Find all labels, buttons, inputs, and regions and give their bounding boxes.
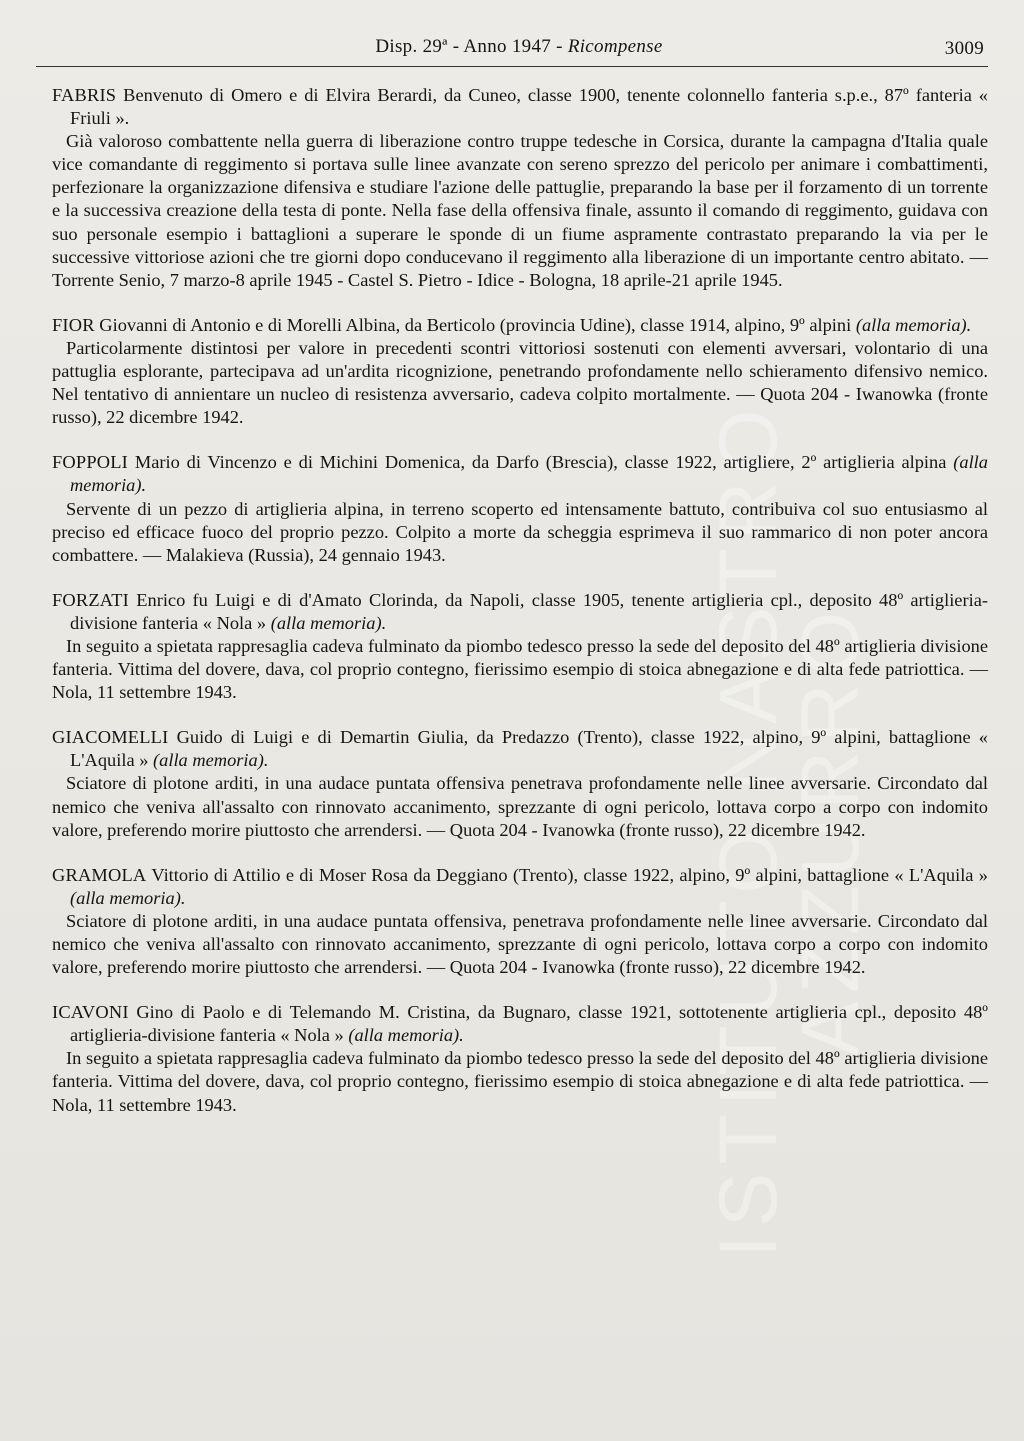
entry-heading [52,451,988,497]
entry-heading-text: Vittorio di Attilio e di Moser Rosa da Deggiano (Trento), classe 1922, alpino, 9º alpini, battaglione « L'Aquila » [146,864,988,885]
entry-surname: ICAVONI [52,1002,129,1023]
entry-motivation: In seguito a spietata rappresaglia cadeva fulminato da piombo tedesco presso la sede del deposito del 48º artiglieria divisione fanteria. Vittima del dovere, dava, col proprio contegno, fierissimo esempio di stoica abnegazione e di alta fede patriottica. — Nola, 11 settembre 1943. [52,635,988,703]
entry-fior [52,314,988,429]
entry-heading-note: (alla memoria). [270,612,387,633]
entry-heading [52,314,988,337]
watermark: ISTITUTO NASTRO AZZURRO [703,401,876,1259]
running-title [50,36,988,58]
running-title-section: Ricompense [567,36,663,57]
entry-heading [52,726,988,772]
entry-heading [52,589,988,635]
entry-motivation: Sciatore di plotone arditi, in una audace puntata offensiva, penetrava profondamente nelle linee avversarie. Circondato dal nemico che veniva all'assalto con rinnovato accanimento, sprezzante di ogni pericolo, lottava corpo a corpo con indomito valore, preferendo morire piuttosto che arrendersi. — Quota 204 - Ivanowka (fronte russo), 22 dicembre 1942. [52,910,988,978]
entry-heading-text: Giovanni di Antonio e di Morelli Albina, da Berticolo (provincia Udine), classe 1914, alpino, 9º alpini [94,314,852,335]
running-title-text: Disp. 29ª - Anno 1947 - [375,36,563,57]
entry-motivation: Servente di un pezzo di artiglieria alpina, in terreno scoperto ed intensamente battuto, contribuiva col suo entusiasmo al preciso ed efficace fuoco del proprio pezzo. Colpito a morte da scheggia esprimeva il suo rammarico di non poter ancora combattere. — Malakieva (Russia), 24 gennaio 1943. [52,498,988,565]
entries-list [52,84,988,1139]
entry-giacomelli [52,726,988,841]
entry-heading [52,1001,988,1047]
entry-gramola [52,864,988,979]
entry-heading-note: (alla memoria). [348,1025,464,1046]
entry-surname: FOPPOLI [52,452,129,473]
entry-motivation: Particolarmente distintosi per valore in precedenti scontri vittoriosi sostenuti con elementi avversari, volontario di una pattuglia esplorante, partecipava ad un'ardita ricognizione, penetrando profondamente nello schieramento difensivo nemico. Nel tentativo di annientare un nucleo di resistenza avversario, cadeva colpito mortalmente. — Quota 204 - Iwanowka (fronte russo), 22 dicembre 1942. [52,337,988,428]
entry-fabris [52,84,988,292]
entry-heading-note: (alla memoria). [70,887,186,908]
entry-heading-text: Benvenuto di Omero e di Elvira Berardi, da Cuneo, classe 1900, tenente colonnello fanteria s.p.e., 87º fanteria « Friuli ». [70,85,988,129]
entry-foppoli [52,451,988,566]
entry-forzati [52,589,988,704]
entry-surname: FABRIS [52,85,117,105]
entry-heading-note: (alla memoria). [70,452,988,496]
entry-heading [52,864,988,910]
entry-heading-note: (alla memoria). [855,314,972,335]
entry-heading [52,84,988,130]
page-header [50,34,988,68]
entry-surname: GIACOMELLI [52,727,169,748]
entry-surname: FIOR [52,314,95,335]
entry-motivation: In seguito a spietata rappresaglia cadeva fulminato da piombo tedesco presso la sede del deposito del 48º artiglieria divisione fanteria. Vittima del dovere, dava, col proprio contegno, fierissimo esempio di stoica abnegazione e di alta fede patriottica. — Nola, 11 settembre 1943. [52,1048,988,1115]
entry-motivation: Già valoroso combattente nella guerra di liberazione contro truppe tedesche in Corsica, durante la campagna d'Italia quale vice comandante di reggimento si portava sulle linee avanzate con sereno sprezzo del pericolo per animare i combattimenti, perfezionare la organizzazione difensiva e studiare l'azione delle pattuglie, preparando la base per il forzamento di un torrente e la successiva creazione della testa di ponte. Nella fase della offensiva finale, assunto il comando di reggimento, guidava con suo personale esempio i battaglioni a superare le sponde di un fiume aspramente contrastato preparando la via per le successive vittoriose azioni che tre giorni dopo conducevano il reggimento alla liberazione di un importante centro abitato. — Torrente Senio, 7 marzo-8 aprile 1945 - Castel S. Pietro - Idice - Bologna, 18 aprile-21 aprile 1945. [52,131,988,290]
header-rule [36,66,988,67]
entry-heading-note: (alla memoria). [153,750,269,771]
entry-heading-text: Guido di Luigi e di Demartin Giulia, da Predazzo (Trento), classe 1922, alpino, 9º alpini, battaglione « L'Aquila » [70,727,988,771]
entry-surname: FORZATI [52,589,130,610]
page-number: 3009 [944,38,984,59]
entry-heading-text: Mario di Vincenzo e di Michini Domenica, da Darfo (Brescia), classe 1922, artigliere, 2º artiglieria alpina [128,452,947,473]
entry-heading-text: Gino di Paolo e di Telemando M. Cristina, da Bugnaro, classe 1921, sottotenente artiglieria cpl., deposito 48º artiglieria-divisione fanteria « Nola » [70,1002,988,1046]
entry-icavoni [52,1001,988,1116]
entry-heading-text: Enrico fu Luigi e di d'Amato Clorinda, da Napoli, classe 1905, tenente artiglieria cpl., deposito 48º artiglieria-divisione fanteria « Nola » [70,589,988,633]
entry-motivation: Sciatore di plotone arditi, in una audace puntata offensiva penetrava profondamente nelle linee avversarie. Circondato dal nemico che veniva all'assalto con rinnovato accanimento, sprezzante di ogni pericolo, lottava corpo a corpo con indomito valore, preferendo morire piuttosto che arrendersi. — Quota 204 - Ivanowka (fronte russo), 22 dicembre 1942. [52,773,988,840]
entry-surname: GRAMOLA [52,864,147,885]
